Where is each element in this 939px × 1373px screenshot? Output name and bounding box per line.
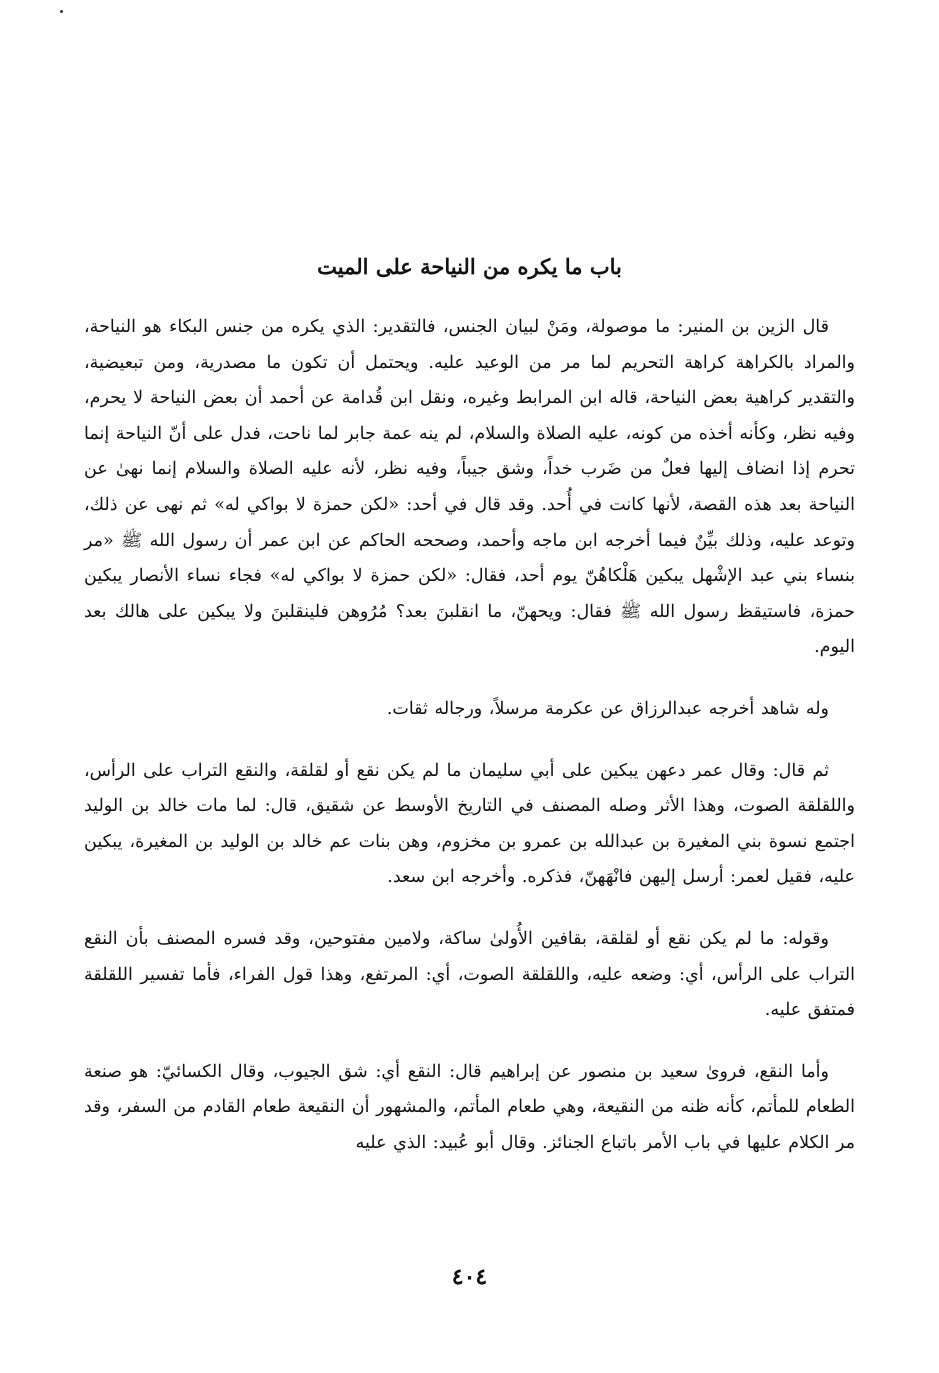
chapter-title: باب ما يكره من النياحة على الميت [317, 254, 622, 279]
paragraph-5: وأما النقع، فروىٰ سعيد بن منصور عن إبراهيم قال: النقع أي: شق الجيوب، وقال الكسائيّ: هو صنعة الطعام للمأتم، كأنه ظنه من النقيعة، وهي طعام المأتم، والمشهور أن النقيعة طعام القادم من السفر، وقد مر الكلام عليها في باب الأمر باتباع الجنائز. وقال أبو عُبيد: الذي عليه [84, 1061, 855, 1153]
page-body [84, 310, 855, 1161]
paragraph-1: قال الزين بن المنير: ما موصولة، ومَنْ لبيان الجنس، فالتقدير: الذي يكره من جنس البكاء هو النياحة، والمراد بالكراهة كراهة التحريم لما مر من الوعيد عليه. ويحتمل أن تكون ما مصدرية، ومن تبعيضية، والتقدير كراهية بعض النياحة، قاله ابن المرابط وغيره، ونقل ابن قُدامة عن أحمد أن بعض النياحة لا يحرم، وفيه نظر، وكأنه أخذه من كونه، عليه الصلاة والسلام، لم ينه عمة جابر لما ناحت، فدل على أنّ النياحة إنما تحرم إذا انضاف إليها فعلٌ من ضَرب خداً، وشق جيباً، وفيه نظر، لأنه عليه الصلاة والسلام إنما نهىٰ عن النياحة بعد هذه القصة، لأنها كانت في أُحد. وقد قال في أحد: «لكن حمزة لا بواكي له» ثم نهى عن ذلك، وتوعد عليه، وذلك بيِّنٌ فيما أخرجه ابن ماجه وأحمد، وصححه الحاكم عن ابن عمر أن رسول الله ﷺ «مر بنساء بني عبد الإشْهل يبكين هَلْكاهُنّ يوم أحد، فقال: «لكن حمزة لا بواكي له» فجاء نساء الأنصار يبكين حمزة، فاستيقظ رسول الله ﷺ فقال: ويحهنّ، ما انقلبنَ بعد؟ مُرُوهن فلينقلبنَ ولا يبكين على هالك بعد اليوم. [84, 317, 855, 658]
corner-dot-mark [60, 10, 63, 13]
paragraph-3: ثم قال: وقال عمر دعهن يبكين على أبي سليمان ما لم يكن نقع أو لقلقة، والنقع التراب على الرأس، واللقلقة الصوت، وهذا الأثر وصله المصنف في التاريخ الأوسط عن شقيق، قال: لما مات خالد بن الوليد اجتمع نسوة بني المغيرة بن عبدالله بن عمرو بن مخزوم، وهن بنات عم خالد بن الوليد بن المغيرة، يبكين عليه، فقيل لعمر: أرسل إليهن فانْهَهنّ، فذكره. وأخرجه ابن سعد. [84, 760, 855, 888]
paragraph-4: وقوله: ما لم يكن نقع أو لقلقة، بقافين الأُولىٰ ساكة، ولامين مفتوحين، وقد فسره المصنف بأن النقع التراب على الرأس، أي: وضعه عليه، واللقلقة الصوت، أي: المرتفع، وهذا قول الفراء، فأما تفسير اللقلقة فمتفق عليه. [84, 928, 855, 1021]
paragraph-2: وله شاهد أخرجه عبدالرزاق عن عكرمة مرسلاً، ورجاله ثقات. [386, 698, 829, 719]
page-number: ٤٠٤ [451, 1264, 488, 1290]
